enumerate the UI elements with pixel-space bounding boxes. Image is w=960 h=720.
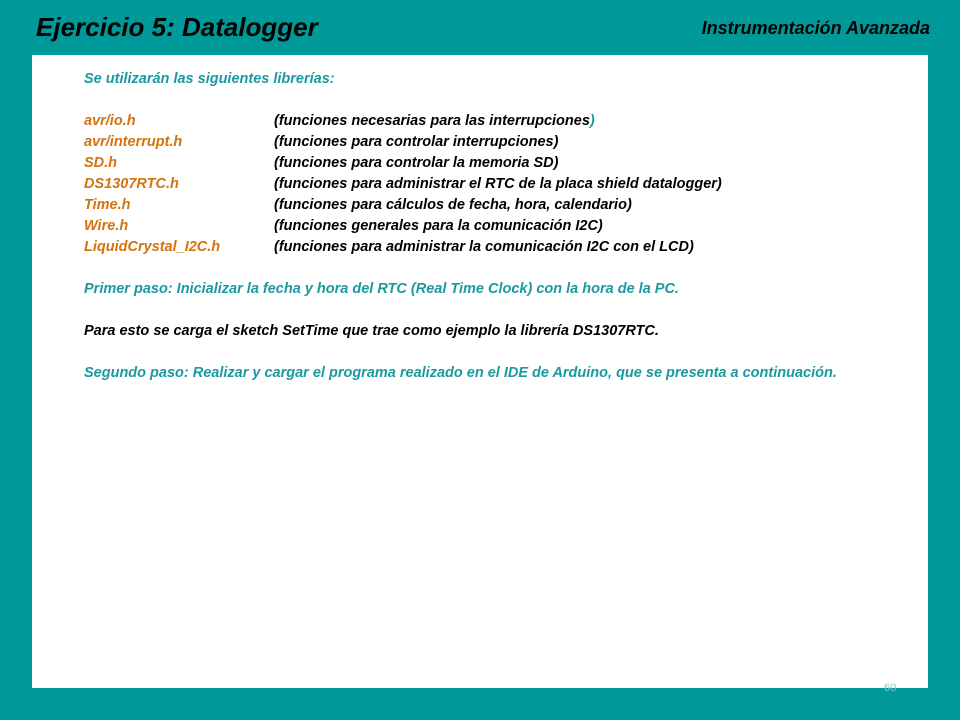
library-name: LiquidCrystal_I2C.h	[84, 239, 221, 255]
page-number: 60	[884, 682, 897, 694]
library-name: avr/interrupt.h	[84, 134, 183, 150]
library-desc: (funciones para cálculos de fecha, hora, calendario)	[274, 197, 632, 213]
library-desc: (funciones para controlar interrupciones)	[274, 134, 559, 150]
library-desc: (funciones para administrar la comunicación I2C con el LCD)	[274, 239, 694, 255]
library-desc-tail: )	[589, 113, 595, 129]
library-name: avr/io.h	[84, 113, 136, 129]
library-row	[84, 237, 880, 258]
library-name: Time.h	[84, 197, 131, 213]
library-row	[84, 174, 880, 195]
library-row	[84, 153, 880, 174]
content-panel	[32, 55, 928, 688]
step-one-note: Para esto se carga el sketch SetTime que trae como ejemplo la librería DS1307RTC.	[84, 323, 659, 339]
slide-body	[84, 69, 880, 384]
library-name: Wire.h	[84, 218, 129, 234]
library-row	[84, 216, 880, 237]
step-one-text: Primer paso: Inicializar la fecha y hora del RTC (Real Time Clock) con la hora de la PC.	[84, 281, 679, 297]
course-name: Instrumentación Avanzada	[701, 18, 930, 38]
library-desc: (funciones para administrar el RTC de la placa shield datalogger)	[274, 176, 722, 192]
library-row	[84, 195, 880, 216]
library-name: DS1307RTC.h	[84, 176, 179, 192]
step-two-text: Segundo paso: Realizar y cargar el programa realizado en el IDE de Arduino, que se presenta a continuación.	[84, 365, 837, 381]
intro-text: Se utilizarán las siguientes librerías:	[84, 71, 335, 87]
library-desc: (funciones necesarias para las interrupciones	[274, 113, 590, 129]
library-desc: (funciones para controlar la memoria SD)	[274, 155, 559, 171]
library-name: SD.h	[84, 155, 118, 171]
library-row	[84, 111, 880, 132]
library-row	[84, 132, 880, 153]
library-desc: (funciones generales para la comunicación I2C)	[274, 218, 603, 234]
slide-title: Ejercicio 5: Datalogger	[36, 12, 318, 42]
